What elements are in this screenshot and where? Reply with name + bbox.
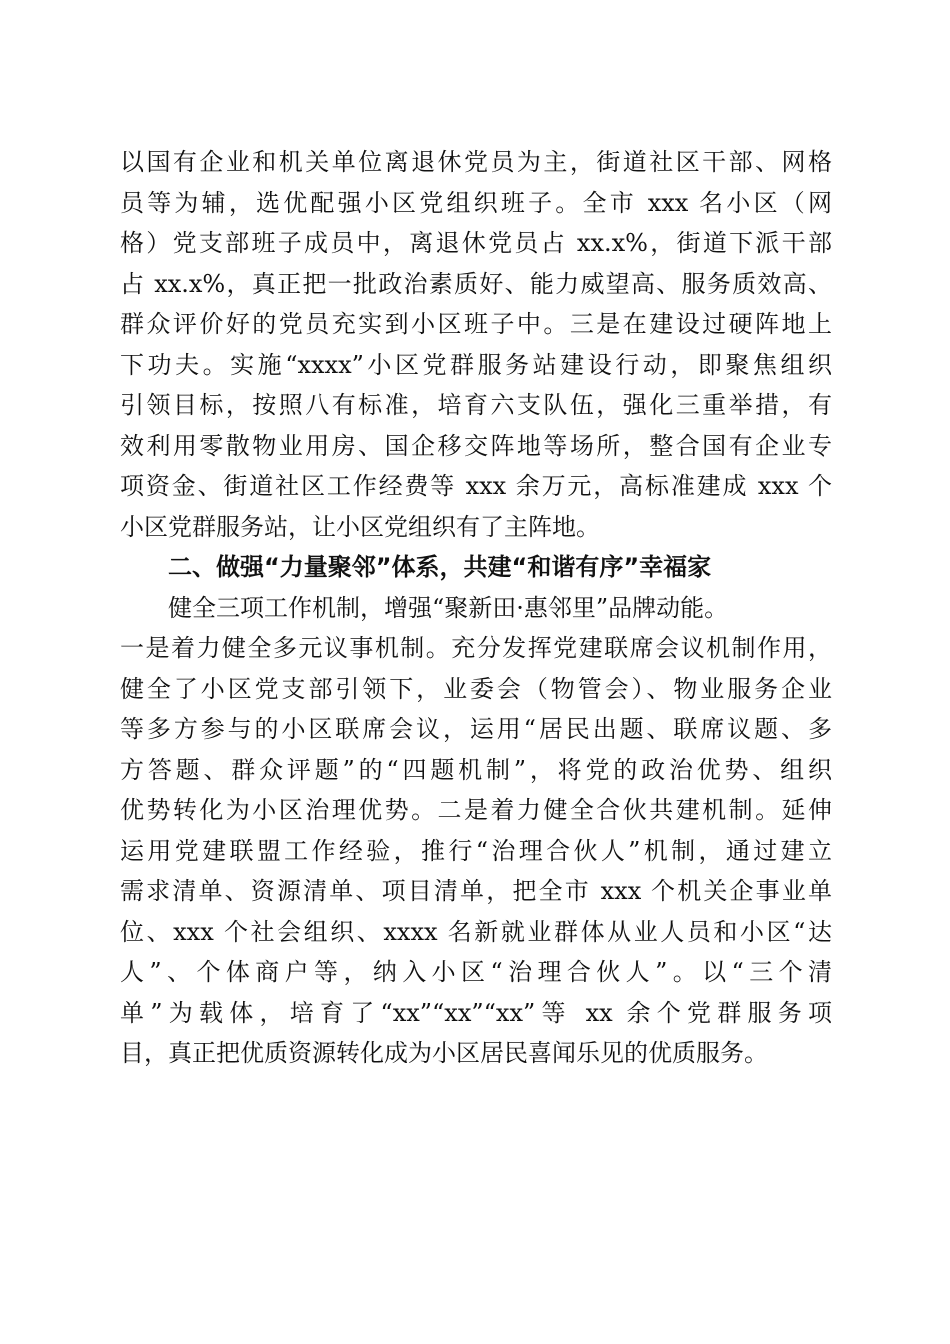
section-heading: 二、做强“力量聚邻”体系，共建“和谐有序”幸福家 [168,553,712,581]
paragraph-1 [120,142,832,547]
paragraph-line: 单”为载体，培育了“xx”“xx”“xx”等 xx 余个党群服务项 [120,998,832,1027]
paragraph-line: 员等为辅，选优配强小区党组织班子。全市 xxx 名小区（网 [120,188,832,217]
paragraph-line: 人”、个体商户等，纳入小区“治理合伙人”。以“三个清 [120,958,832,986]
paragraph-line: 等多方参与的小区联席会议，运用“居民出题、联席议题、多 [120,715,832,743]
paragraph-line: 目，真正把优质资源转化成为小区居民喜闻乐见的优质服务。 [120,1039,768,1067]
paragraph-line: 需求清单、资源清单、项目清单，把全市 xxx 个机关企事业单 [120,877,832,905]
paragraph-line: 项资金、街道社区工作经费等 xxx 余万元，高标准建成 xxx 个 [120,472,832,500]
paragraph-line: 格）党支部班子成员中，离退休党员占 xx.x%，街道下派干部 [120,229,832,257]
document-body [120,142,832,1074]
paragraph-line: 方答题、群众评题”的“四题机制”，将党的政治优势、组织 [120,755,832,784]
paragraph-line: 运用党建联盟工作经验，推行“治理合伙人”机制，通过建立 [120,836,832,865]
paragraph-line: 占 xx.x%，真正把一批政治素质好、能力威望高、服务质效高、 [120,269,832,298]
paragraph-line: 位、xxx 个社会组织、xxxx 名新就业群体从业人员和小区“达 [120,917,832,946]
paragraph-line: 健全三项工作机制，增强“聚新田·惠邻里”品牌动能。 [168,593,729,622]
paragraph-line: 优势转化为小区治理优势。二是着力健全合伙共建机制。延伸 [120,796,832,824]
paragraph-line: 效利用零散物业用房、国企移交阵地等场所，整合国有企业专 [120,431,832,460]
paragraph-line: 以国有企业和机关单位离退休党员为主，街道社区干部、网格 [120,148,832,176]
paragraph-line: 小区党群服务站，让小区党组织有了主阵地。 [120,512,600,541]
paragraph-2 [120,588,832,1074]
paragraph-line: 下功夫。实施“xxxx”小区党群服务站建设行动，即聚焦组织 [120,350,832,379]
paragraph-line: 群众评价好的党员充实到小区班子中。三是在建设过硬阵地上 [120,310,832,338]
paragraph-line: 健全了小区党支部引领下，业委会（物管会）、物业服务企业 [120,674,832,703]
paragraph-line: 引领目标，按照八有标准，培育六支队伍，强化三重举措，有 [120,391,832,419]
paragraph-line: 一是着力健全多元议事机制。充分发挥党建联席会议机制作用， [120,634,832,662]
